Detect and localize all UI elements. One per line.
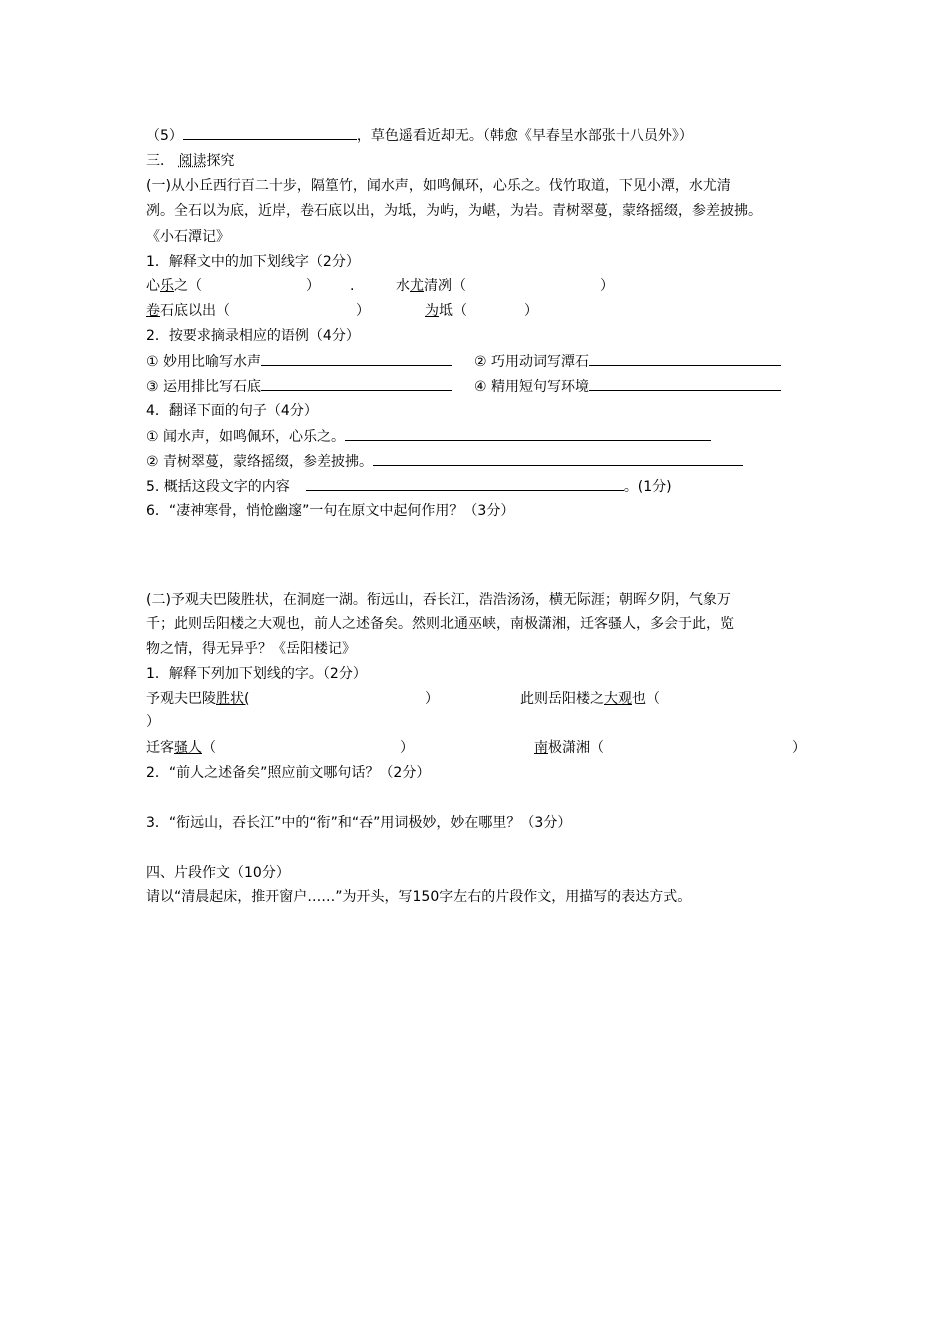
underlined-char: 卷 xyxy=(146,303,160,319)
q5 xyxy=(146,477,672,496)
answer-blank[interactable] xyxy=(345,427,711,441)
section-4-heading: 四、片段作文（10分） xyxy=(146,865,290,881)
answer-blank[interactable] xyxy=(589,352,781,366)
answer-blank[interactable] xyxy=(373,452,743,466)
prompt: ④ 精用短句写环境 xyxy=(474,379,590,395)
poem-text: ，草色遥看近却无。（韩愈《早春呈水部张十八员外》） xyxy=(356,128,693,144)
passage-2-line-1: (二)予观夫巴陵胜状，在洞庭一湖。衔远山，吞长江，浩浩汤汤，横无际涯；朝晖夕阴，气象万 xyxy=(146,592,731,608)
underlined-text: 胜状 xyxy=(216,691,244,707)
text: 心 xyxy=(146,278,160,294)
poem-line-5 xyxy=(146,126,693,145)
q4-sentence-2 xyxy=(146,452,743,471)
q4-sentence-1 xyxy=(146,427,711,446)
answer-blank[interactable] xyxy=(306,477,624,491)
item-number: （5） xyxy=(146,128,183,144)
text: 石底以出（ xyxy=(160,303,230,319)
r2: 2．“前人之述备矣”照应前文哪句话？（2分） xyxy=(146,765,431,781)
bracket: ） xyxy=(600,278,614,294)
section-title-a: 阅读 xyxy=(178,153,207,169)
answer-blank[interactable] xyxy=(183,126,357,140)
text: 极潇湘（ xyxy=(548,740,604,756)
prompt: ① 妙用比喻写水声 xyxy=(146,354,262,370)
passage-2-line-2: 千；此则岳阳楼之大观也，前人之述备矣。然则北通巫峡，南极潇湘，迁客骚人，多会于此，览 xyxy=(146,616,734,632)
sentence: ① 闻水声，如鸣佩环，心乐之。 xyxy=(146,429,346,445)
passage-1-source: 《小石潭记》 xyxy=(146,229,230,245)
passage-2-line-3: 物之情，得无异乎？《岳阳楼记》 xyxy=(146,641,356,657)
passage-1-line-2: 冽。全石以为底，近岸，卷石底以出，为坻，为屿，为嵁，为岩。青树翠蔓，蒙络摇缀，参差披拂。 xyxy=(146,203,762,219)
text: 水 xyxy=(396,278,410,294)
answer-blank[interactable] xyxy=(589,377,781,391)
section-3-heading xyxy=(146,152,234,170)
sentence: ② 青树翠蔓，蒙络摇缀，参差披拂。 xyxy=(146,454,374,470)
bracket: ） xyxy=(792,740,806,756)
bracket: （ xyxy=(202,740,216,756)
q2-row-2 xyxy=(146,377,846,396)
section-4-prompt: 请以“清晨起床，推开窗户……”为开头，写150字左右的片段作文，用描写的表达方式。 xyxy=(146,889,692,905)
text: 坻（ xyxy=(439,303,467,319)
underlined-char: 南 xyxy=(534,740,548,756)
bracket: ） xyxy=(400,740,414,756)
passage-1-line-1: (一)从小丘西行百二十步，隔篁竹，闻水声，如鸣佩环，心乐之。伐竹取道，下见小潭，水尤清 xyxy=(146,178,731,194)
prompt: ③ 运用排比写石底 xyxy=(146,379,262,395)
r1-row-2 xyxy=(146,739,846,757)
underlined-text: 骚人 xyxy=(174,740,202,756)
underlined-char: 尤 xyxy=(410,278,424,294)
r1-title: 1．解释下列加下划线的字。（2分） xyxy=(146,666,367,682)
score: 。(1分) xyxy=(623,479,672,495)
q2-title: 2．按要求摘录相应的语例（4分） xyxy=(146,328,360,344)
q4-title: 4．翻译下面的句子（4分） xyxy=(146,403,318,419)
section-title-b: 探究 xyxy=(206,153,235,169)
q1-row-2 xyxy=(146,302,866,320)
text: 此则岳阳楼之 xyxy=(520,691,604,707)
underlined-char: 为 xyxy=(425,303,439,319)
q6: 6．“凄神寒骨，悄怆幽邃”一句在原文中起何作用？（3分） xyxy=(146,503,515,519)
question-label: 5. 概括这段文字的内容 xyxy=(146,479,290,495)
bracket: ） xyxy=(306,278,320,294)
prompt: ② 巧用动词写潭石 xyxy=(474,354,590,370)
r1-row-1 xyxy=(146,690,846,708)
q2-row-1 xyxy=(146,352,846,371)
r1-row-1-close: ） xyxy=(146,714,160,730)
text: 予观夫巴陵 xyxy=(146,691,216,707)
bracket: ） xyxy=(524,303,538,319)
section-number: 三． xyxy=(146,153,174,169)
bracket: ( xyxy=(244,691,250,707)
text: 之（ xyxy=(174,278,202,294)
q1-row-1 xyxy=(146,277,866,295)
text: 清冽（ xyxy=(424,278,466,294)
text: 迁客 xyxy=(146,740,174,756)
underlined-text: 大观 xyxy=(604,691,632,707)
q1-title: 1．解释文中的加下划线字（2分） xyxy=(146,254,360,270)
bracket: ） xyxy=(425,691,439,707)
bracket: ） xyxy=(356,303,370,319)
underlined-char: 乐 xyxy=(160,278,174,294)
text: 也（ xyxy=(632,691,660,707)
answer-blank[interactable] xyxy=(261,377,452,391)
r3: 3．“衔远山，吞长江”中的“衔”和“吞”用词极妙，妙在哪里？（3分） xyxy=(146,815,572,831)
dot: . xyxy=(350,278,355,294)
answer-blank[interactable] xyxy=(261,352,452,366)
